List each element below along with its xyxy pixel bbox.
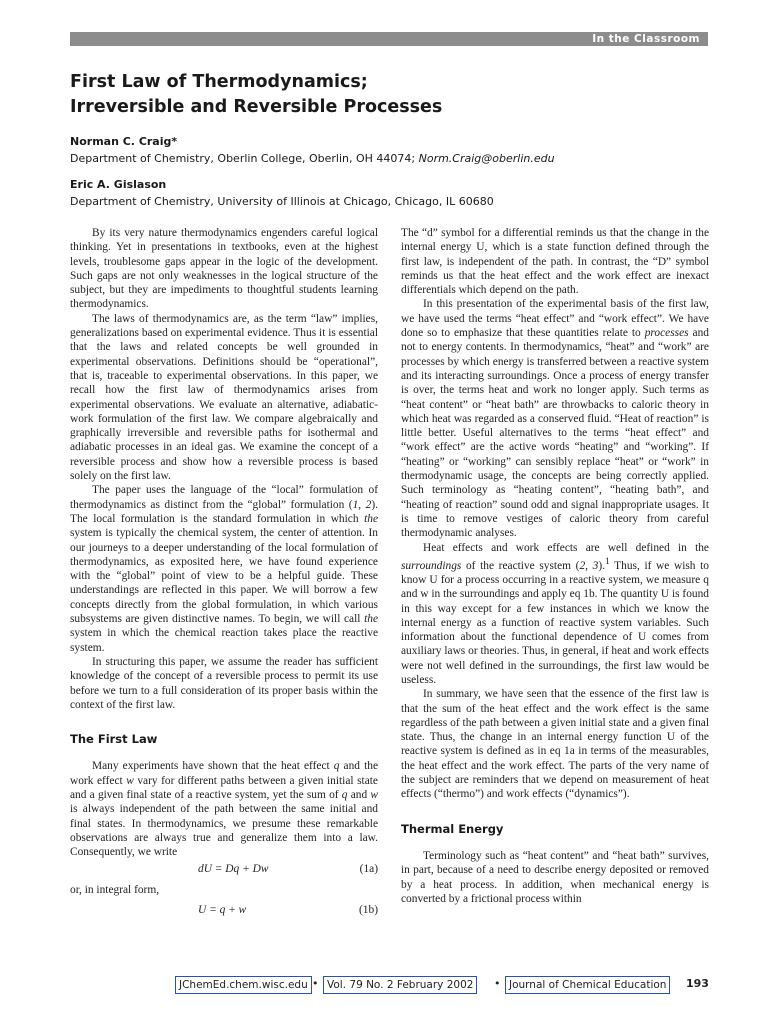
paragraph-thermal-energy: Terminology such as “heat content” and “heat bath” survives, in part, because of a need to describe energy deposited or removed by a heat process. In addition, when mechanical energy is converted by a frictional process within <box>401 849 709 905</box>
author-1-name: Norman C. Craig* <box>70 135 178 148</box>
heading-first-law: The First Law <box>70 732 158 747</box>
section-header-bar <box>70 32 708 46</box>
heading-thermal-energy: Thermal Energy <box>401 821 504 836</box>
paragraph-surroundings: Heat effects and work effects are well defined in the surroundings of the reactive system (2, 3).$^1$ Thus, if we wish to know U for a process occurring in a reactive system, we measure q and w in the surroundings and apply eq 1b. The quantity U is found in this way except for a few instances in which we know the internal energy as a function of reactive system variables. Such information about the functional dependence of U comes from auxiliary laws or theories. Thus, in general, if heat and work effects were not well defined in the surroundings, the first law would be useless. <box>401 541 710 686</box>
reference-link[interactable]: 1, 2 <box>352 498 372 511</box>
section-label: In the Classroom <box>592 33 700 45</box>
equation-1b <box>70 900 378 922</box>
equation-1a <box>70 859 378 881</box>
equation-1b-number: (1b) <box>359 903 378 916</box>
equation-1b-expression: U = q + w <box>198 903 247 916</box>
footnote-marker[interactable]: 1 <box>605 556 610 567</box>
column-right <box>401 226 709 906</box>
article-title <box>70 70 630 120</box>
author-1-dept: Department of Chemistry, Oberlin College, Oberlin, OH 44074; <box>70 152 416 165</box>
footer-bullet: • <box>494 977 501 990</box>
paragraph-first-law: Many experiments have shown that the heat effect q and the work effect w vary for different paths between a given initial state and a given final state of a reactive system, yet the sum of q and w is always independent of the path between the same initial and final states. In thermodynamics, we presume these remarkable observations are always true and generalize them into a law. Consequently, we write <box>70 760 378 859</box>
reference-link[interactable]: 2, 3 <box>579 559 599 572</box>
footer-journal-link[interactable]: Journal of Chemical Education <box>505 976 670 994</box>
paragraph-differentials: The “d” symbol for a differential reminds us that the change in the internal energy U, which is a state function defined through the first law, is independent of the path. In contrast, the “D” symbol reminds us that the heat effect and the work effect are inexact differentials which depend on the path. <box>401 227 709 297</box>
paragraph-summary: In summary, we have seen that the essence of the first law is that the sum of the heat effect and the work effect is the same regardless of the path between a given initial state and a given final state. Thus, the change in an internal energy function U of the reactive system is defined as in eq 1a in terms of the measurables, the heat effect and the work effect. The parts of the very name of the subject are reminders that we depend on measurement of heat effects (“thermo”) and work effects (“dynamics”). <box>401 688 709 801</box>
column-left <box>70 226 378 922</box>
author-2-name: Eric A. Gislason <box>70 178 167 191</box>
equation-1a-expression: dU = Dq + Dw <box>198 863 269 876</box>
equation-1a-number: (1a) <box>359 863 378 876</box>
paragraph-intro-3: The paper uses the language of the “local” formulation of thermodynamics as distinct from the “global” formulation (1, 2). The local formulation is the standard formulation in which the system is typically the chemical system, the center of attention. In our journeys to a deeper understanding of the local formulation of thermodynamics, as exposited here, we have found experience with the “global” point of view to be a helpful guide. These understandings are reflected in this paper. We will borrow a few concepts directly from the global formulation, in which various subsystems are given distinctive names. To begin, we will call the system in which the chemical reaction takes place the reactive system. <box>70 484 378 654</box>
author-2-affiliation: Department of Chemistry, University of Illinois at Chicago, Chicago, IL 60680 <box>70 195 494 208</box>
footer-bullet: • <box>312 977 319 990</box>
title-line-1: First Law of Thermodynamics; <box>70 72 368 92</box>
footer-site-link[interactable]: JChemEd.chem.wisc.edu <box>175 976 312 994</box>
paragraph-heat-work-terms: In this presentation of the experimental basis of the first law, we have used the terms “heat effect” and “work effect”. We have done so to emphasize that these quantities relate to processes and not to energy contents. In thermodynamics, “heat” and “work” are processes by which energy is transferred between a reactive system and its interacting surroundings. Once a process of energy transfer is over, the terms heat and work no longer apply. Such terms as “heat content” or “heat bath” are throwbacks to caloric theory in which heat was regarded as a conserved fluid. “Heat of reaction” is little better. Useful alternatives to the terms “heat effect” and “work effect” are the active words “heating” and “working”. If “heating” or “working” can sensibly replace “heat” or “work” in thermodynamic usage, the concepts are being correctly applied. Such terminology as “heating content”, “heating bath”, and “heating of reaction” sound odd and signal inappropriate usages. It is time to remove vestiges of caloric theory from careful thermodynamic analyses. <box>401 298 709 540</box>
author-1-affiliation <box>70 152 555 165</box>
title-line-2: Irreversible and Reversible Processes <box>70 97 443 117</box>
integral-form-text: or, in integral form, <box>70 884 160 897</box>
footer-issue-link[interactable]: Vol. 79 No. 2 February 2002 <box>323 976 477 994</box>
paragraph-intro-1: By its very nature thermodynamics engenders careful logical thinking. Yet in presentations in textbooks, even at the highest levels, troublesome gaps appear in the logic of the development. Such gaps are not only weaknesses in the logical structure of the subject, but they are impediments to thoughtful students learning thermodynamics. <box>70 227 378 311</box>
paragraph-intro-4: In structuring this paper, we assume the reader has sufficient knowledge of the concept of a reversible process to permit its use before we turn to a full consideration of its proper basis within the context of the first law. <box>70 655 378 711</box>
paragraph-intro-2: The laws of thermodynamics are, as the term “law” implies, generalizations based on experimental evidence. Thus it is essential that the laws and related concepts be well grounded in experimental observations. Definitions should be “operational”, that is, traceable to experimental observations. In this paper, we recall how the first law of thermodynamics arises from experimental observations. We evaluate an alternative, adiabatic-work formulation of the first law. We compare algebraically and graphically irreversible and reversible paths for isothermal and adiabatic processes in an ideal gas. We examine the concept of a reversible process and show how a reversible process is based solely on the first law. <box>70 312 378 483</box>
author-1-email[interactable]: Norm.Craig@oberlin.edu <box>418 152 555 165</box>
page-footer <box>0 976 768 994</box>
page-number: 193 <box>686 977 709 990</box>
